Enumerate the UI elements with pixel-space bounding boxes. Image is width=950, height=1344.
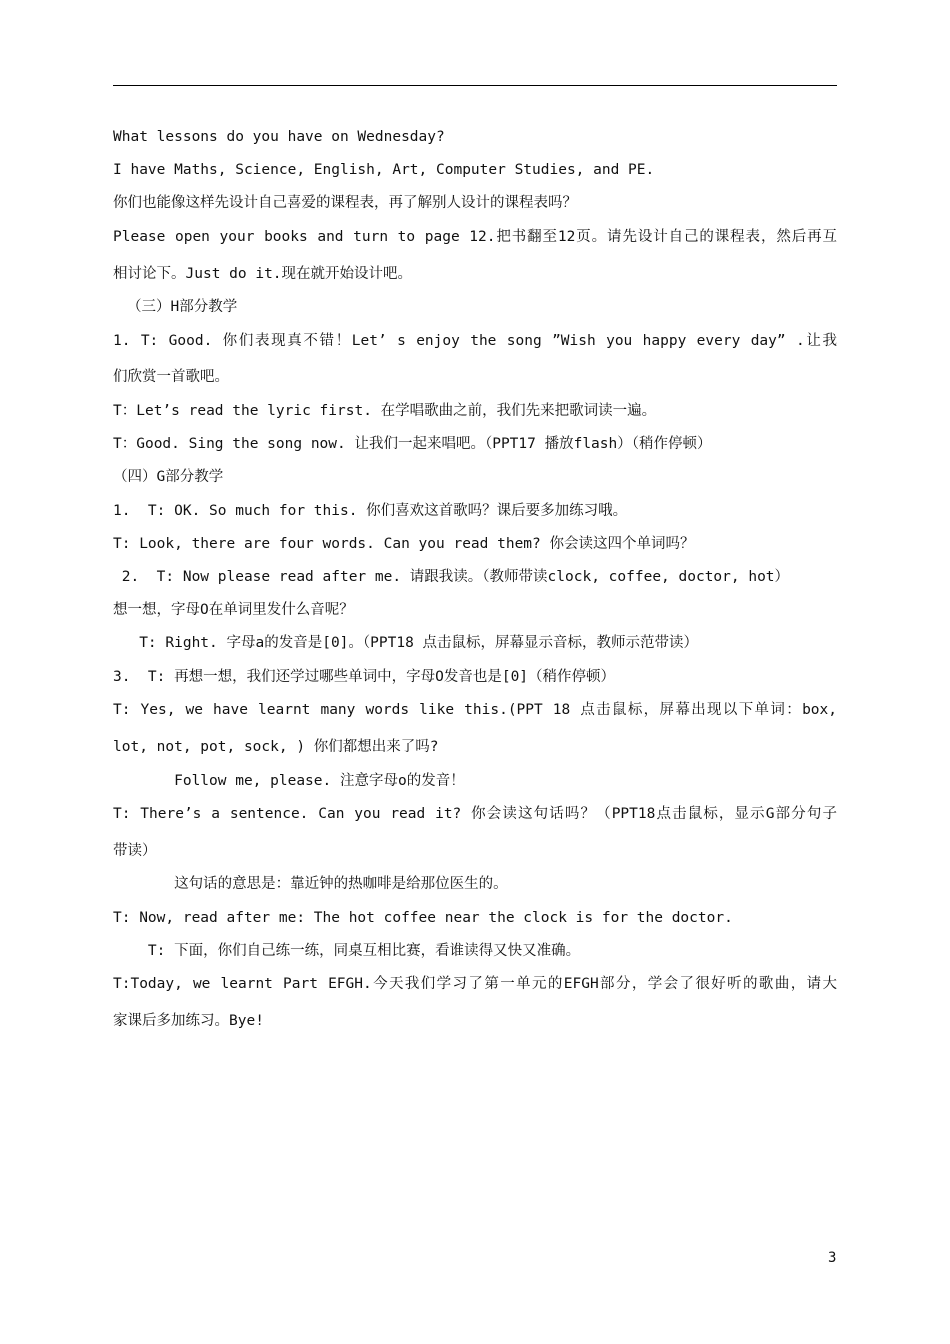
paragraph-line: 你们也能像这样先设计自己喜爱的课程表，再了解别人设计的课程表吗？ xyxy=(113,195,577,211)
section-heading: （三）H部分教学 xyxy=(127,299,238,315)
paragraph-line: Please open your books and turn to page 12.把书翻至12页。请先设计自己的课程表，然后再互 xyxy=(113,229,837,245)
paragraph-line: 1. T: Good. 你们表现真不错！Let’ s enjoy the song ”Wish you happy every day” .让我 xyxy=(113,333,837,349)
paragraph-line: 带读） xyxy=(113,843,157,859)
paragraph-line: I have Maths, Science, English, Art, Computer Studies, and PE. xyxy=(113,162,655,178)
paragraph-line: T：Good. Sing the song now. 让我们一起来唱吧。（PPT17 播放flash）（稍作停顿） xyxy=(113,436,712,452)
header-rule xyxy=(113,85,837,86)
paragraph-line: Follow me, please. 注意字母o的发音！ xyxy=(113,773,465,789)
paragraph-line: T: 下面，你们自己练一练，同桌互相比赛，看谁读得又快又准确。 xyxy=(113,943,581,959)
paragraph-line: T:Today, we learnt Part EFGH.今天我们学习了第一单元的EFGH部分，学会了很好听的歌曲，请大 xyxy=(113,976,837,992)
paragraph-line: 家课后多加练习。Bye! xyxy=(113,1013,264,1029)
paragraph-line: 2. T: Now please read after me. 请跟我读。（教师带读clock, coffee, doctor, hot） xyxy=(113,569,790,585)
paragraph-line: What lessons do you have on Wednesday? xyxy=(113,129,445,145)
paragraph-line: T: Now, read after me: The hot coffee near the clock is for the doctor. xyxy=(113,910,733,926)
section-heading: （四）G部分教学 xyxy=(113,469,224,485)
page-number: 3 xyxy=(828,1250,837,1266)
paragraph-line: T：Let’s read the lyric first. 在学唱歌曲之前，我们先来把歌词读一遍。 xyxy=(113,403,657,419)
paragraph-line: lot, not, pot, sock, ) 你们都想出来了吗? xyxy=(113,739,439,755)
paragraph-line: T: Right. 字母a的发音是[0]。（PPT18 点击鼠标，屏幕显示音标，教师示范带读） xyxy=(113,635,699,651)
paragraph-line: T: Look, there are four words. Can you read them? 你会读这四个单词吗？ xyxy=(113,536,695,552)
paragraph-line: T: There’s a sentence. Can you read it? 你会读这句话吗？（PPT18点击鼠标，显示G部分句子 xyxy=(113,806,837,822)
paragraph-line: 想一想，字母O在单词里发什么音呢？ xyxy=(113,602,354,618)
paragraph-line: 们欣赏一首歌吧。 xyxy=(113,369,229,385)
paragraph-line: 3. T: 再想一想，我们还学过哪些单词中，字母O发音也是[0]（稍作停顿） xyxy=(113,669,616,685)
paragraph-line: 相讨论下。Just do it.现在就开始设计吧。 xyxy=(113,266,413,282)
paragraph-line: 这句话的意思是：靠近钟的热咖啡是给那位医生的。 xyxy=(113,876,508,892)
paragraph-line: T: Yes, we have learnt many words like this.(PPT 18 点击鼠标，屏幕出现以下单词：box, xyxy=(113,702,837,718)
paragraph-line: 1. T: OK. So much for this. 你们喜欢这首歌吗？课后要多加练习哦。 xyxy=(113,503,628,519)
